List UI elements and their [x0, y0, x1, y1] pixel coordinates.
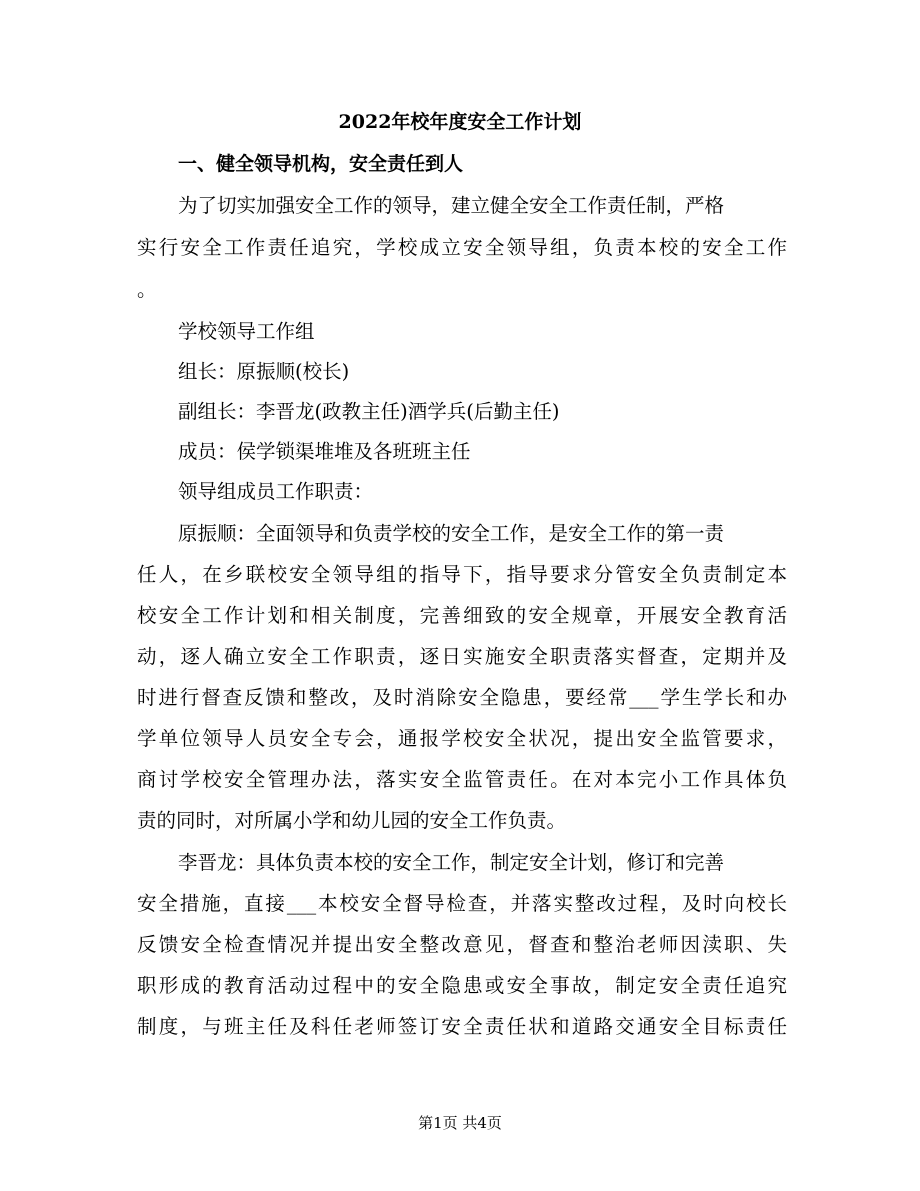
paragraph-line: 反馈安全检查情况并提出安全整改意见，督查和整治老师因渎职、失	[137, 933, 787, 956]
page-number: 第1页 共4页	[418, 1114, 502, 1132]
paragraph-line: 职形成的教育活动过程中的安全隐患或安全事故，制定安全责任追究	[137, 974, 787, 997]
paragraph-line: 校安全工作计划和相关制度，完善细致的安全规章，开展安全教育活	[137, 604, 787, 627]
paragraph-line: 任人，在乡联校安全领导组的指导下，指导要求分管安全负责制定本	[137, 563, 787, 586]
members-line: 成员：侯学锁渠堆堆及各班班主任	[178, 440, 471, 463]
paragraph-line: 。	[137, 278, 157, 301]
paragraph-line: 学单位领导人员安全专会，通报学校安全状况，提出安全监管要求，	[137, 727, 787, 750]
duties-title: 领导组成员工作职责：	[178, 480, 374, 503]
paragraph-line: 为了切实加强安全工作的领导，建立健全安全工作责任制，严格	[178, 194, 725, 217]
paragraph-line: 动，逐人确立安全工作职责，逐日实施安全职责落实督查，定期并及	[137, 645, 787, 668]
paragraph-line: 原振顺：全面领导和负责学校的安全工作，是安全工作的第一责	[178, 522, 725, 545]
paragraph-line: 实行安全工作责任追究，学校成立安全领导组，负责本校的安全工作	[137, 236, 787, 259]
group-title: 学校领导工作组	[178, 320, 315, 343]
paragraph-line: 商讨学校安全管理办法，落实安全监管责任。在对本完小工作具体负	[137, 768, 787, 791]
paragraph-line: 时进行督查反馈和整改，及时消除安全隐患，要经常___学生学长和办	[137, 686, 787, 709]
deputy-line: 副组长：李晋龙(政教主任)酒学兵(后勤主任)	[178, 400, 560, 423]
leader-line: 组长：原振顺(校长)	[178, 360, 350, 383]
paragraph-line: 责的同时，对所属小学和幼儿园的安全工作负责。	[137, 809, 567, 832]
paragraph-line: 安全措施，直接___本校安全督导检查，并落实整改过程，及时向校长	[137, 892, 787, 915]
section-heading: 一、健全领导机构，安全责任到人	[178, 153, 464, 175]
paragraph-line: 李晋龙：具体负责本校的安全工作，制定安全计划，修订和完善	[178, 851, 725, 874]
document-title: 2022年校年度安全工作计划	[338, 111, 582, 133]
paragraph-line: 制度，与班主任及科任老师签订安全责任状和道路交通安全目标责任	[137, 1015, 787, 1038]
